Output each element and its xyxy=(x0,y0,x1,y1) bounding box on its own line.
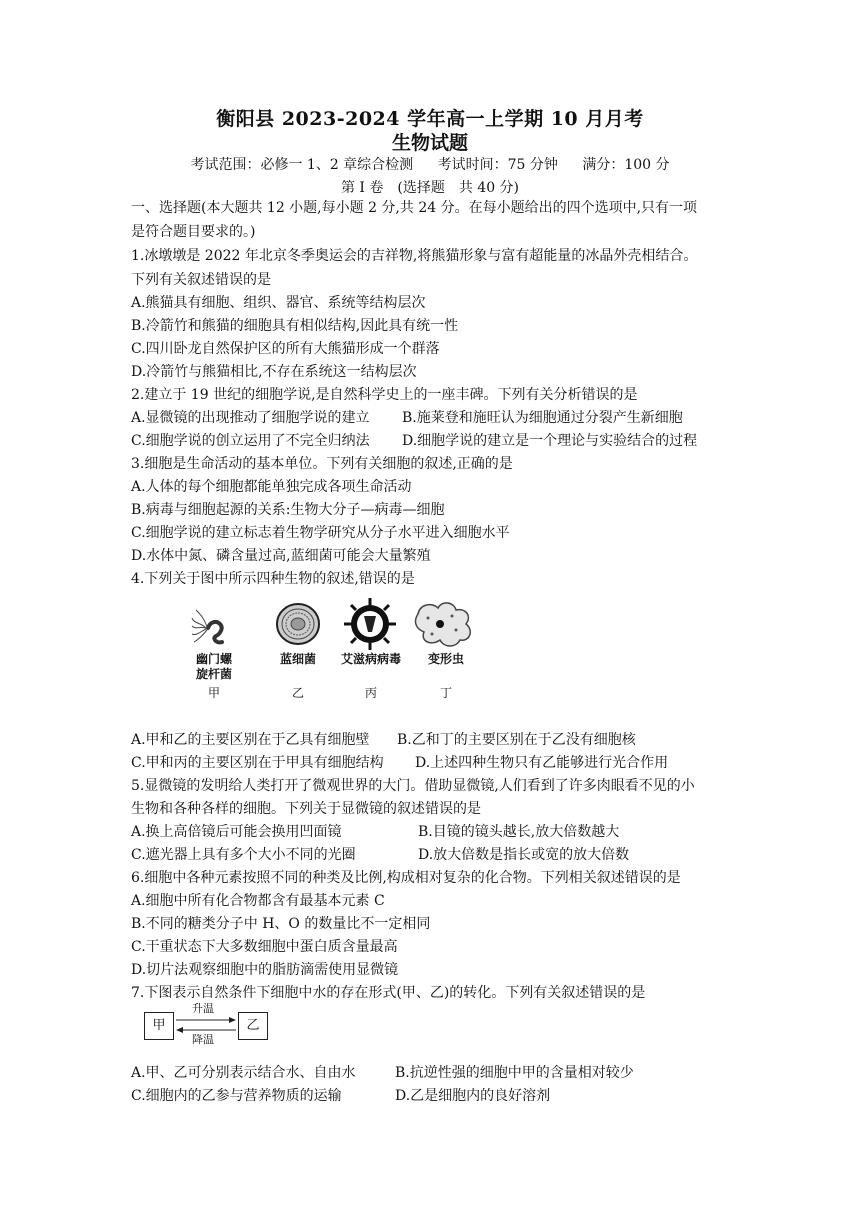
label-heating: 升温 xyxy=(192,1002,214,1015)
amoeba-icon xyxy=(412,598,476,650)
q3-option-b: B.病毒与细胞起源的关系:生物大分子—病毒—细胞 xyxy=(131,502,445,518)
q1-option-d: D.冷箭竹与熊猫相比,不存在系统这一结构层次 xyxy=(131,364,417,380)
q1-option-b: B.冷箭竹和熊猫的细胞具有相似结构,因此具有统一性 xyxy=(131,318,459,334)
conversion-arrows xyxy=(174,1004,238,1048)
q3-stem: 3.细胞是生命活动的基本单位。下列有关细胞的叙述,正确的是 xyxy=(131,456,513,472)
organism-label-bing: 丙 xyxy=(364,686,377,700)
instructions-line-1: 一、选择题(本大题共 12 小题,每小题 2 分,共 24 分。在每小题给出的四个选项中,只有一项 xyxy=(131,200,698,216)
organisms-figure xyxy=(186,592,496,702)
organism-name-amoeba: 变形虫 xyxy=(427,652,464,666)
q7-option-a: A.甲、乙可分别表示结合水、自由水 xyxy=(131,1065,356,1081)
q4-option-d: D.上述四种生物只有乙能够进行光合作用 xyxy=(415,755,669,771)
q4-option-c: C.甲和丙的主要区别在于甲具有细胞结构 xyxy=(131,755,384,771)
helicobacter-icon xyxy=(190,602,238,652)
water-conversion-diagram xyxy=(144,1004,274,1048)
exam-subtitle: 生物试题 xyxy=(391,132,468,154)
q3-option-c: C.细胞学说的建立标志着生物学研究从分子水平进入细胞水平 xyxy=(131,525,510,541)
q4-option-b: B.乙和丁的主要区别在于乙没有细胞核 xyxy=(397,732,636,748)
q7-option-c: C.细胞内的乙参与营养物质的运输 xyxy=(131,1088,342,1104)
organism-label-jia: 甲 xyxy=(207,686,220,700)
q3-option-d: D.水体中氮、磷含量过高,蓝细菌可能会大量繁殖 xyxy=(131,548,431,564)
label-cooling: 降温 xyxy=(192,1033,214,1046)
q1-option-c: C.四川卧龙自然保护区的所有大熊猫形成一个群落 xyxy=(131,341,440,357)
exam-meta xyxy=(0,154,860,174)
volume-heading: 第 I 卷 (选择题 共 40 分) xyxy=(340,180,520,196)
q6-option-a: A.细胞中所有化合物都含有最基本元素 C xyxy=(131,893,385,909)
organism-name-helicobacter: 幽门螺 旋杆菌 xyxy=(195,652,232,681)
q7-option-b: B.抗逆性强的细胞中甲的含量相对较少 xyxy=(395,1065,634,1081)
exam-scope: 考试范围：必修一 1、2 章综合检测 xyxy=(190,157,414,173)
q2-option-c: C.细胞学说的创立运用了不完全归纳法 xyxy=(131,433,370,449)
q4-stem: 4.下列关于图中所示四种生物的叙述,错误的是 xyxy=(131,571,415,587)
exam-score: 满分：100 分 xyxy=(582,157,670,173)
box-jia: 甲 xyxy=(144,1012,174,1040)
q1-stem-line-2: 下列有关叙述错误的是 xyxy=(131,272,271,288)
q3-option-a: A.人体的每个细胞都能单独完成各项生命活动 xyxy=(131,479,412,495)
q5-option-a: A.换上高倍镜后可能会换用凹面镜 xyxy=(131,824,342,840)
q5-option-c: C.遮光器上具有多个大小不同的光圈 xyxy=(131,847,356,863)
organism-name-cyanobacteria: 蓝细菌 xyxy=(279,652,316,666)
q6-option-b: B.不同的糖类分子中 H、O 的数量比不一定相同 xyxy=(131,916,431,932)
q6-option-d: D.切片法观察细胞中的脂肪滴需使用显微镜 xyxy=(131,962,399,978)
q5-stem-line-1: 5.显微镜的发明给人类打开了微观世界的大门。借助显微镜,人们看到了许多肉眼看不见的小 xyxy=(131,778,695,794)
instructions-line-2: 是符合题目要求的。) xyxy=(131,224,256,240)
q5-stem-line-2: 生物和各种各样的细胞。下列关于显微镜的叙述错误的是 xyxy=(131,801,481,817)
q1-stem-line-1: 1.冰墩墩是 2022 年北京冬季奥运会的吉祥物,将熊猫形象与富有超能量的冰晶外壳相结合。 xyxy=(131,248,698,264)
q2-option-a: A.显微镜的出现推动了细胞学说的建立 xyxy=(131,410,370,426)
organism-name-hiv: 艾滋病病毒 xyxy=(340,652,401,666)
q2-option-d: D.细胞学说的建立是一个理论与实验结合的过程 xyxy=(402,433,698,449)
q5-option-b: B.目镜的镜头越长,放大倍数越大 xyxy=(418,824,620,840)
exam-time: 考试时间：75 分钟 xyxy=(437,157,558,173)
q2-stem: 2.建立于 19 世纪的细胞学说,是自然科学史上的一座丰碑。下列有关分析错误的是 xyxy=(131,387,638,403)
q2-option-b: B.施莱登和施旺认为细胞通过分裂产生新细胞 xyxy=(402,410,683,426)
q5-option-d: D.放大倍数是指长或宽的放大倍数 xyxy=(418,847,630,863)
box-yi: 乙 xyxy=(238,1012,268,1040)
q1-option-a: A.熊猫具有细胞、组织、器官、系统等结构层次 xyxy=(131,295,426,311)
organism-label-yi: 乙 xyxy=(291,686,304,700)
q6-stem: 6.细胞中各种元素按照不同的种类及比例,构成相对复杂的化合物。下列相关叙述错误的是 xyxy=(131,870,681,886)
q7-option-d: D.乙是细胞内的良好溶剂 xyxy=(395,1088,551,1104)
q6-option-c: C.干重状态下大多数细胞中蛋白质含量最高 xyxy=(131,939,398,955)
exam-title: 衡阳县 2023-2024 学年高一上学期 10 月月考 xyxy=(216,108,644,130)
cyanobacteria-icon xyxy=(274,600,322,648)
hiv-virus-icon xyxy=(342,596,398,652)
q4-option-a: A.甲和乙的主要区别在于乙具有细胞壁 xyxy=(131,732,370,748)
q7-stem: 7.下图表示自然条件下细胞中水的存在形式(甲、乙)的转化。下列有关叙述错误的是 xyxy=(131,985,646,1001)
organism-label-ding: 丁 xyxy=(439,686,452,700)
